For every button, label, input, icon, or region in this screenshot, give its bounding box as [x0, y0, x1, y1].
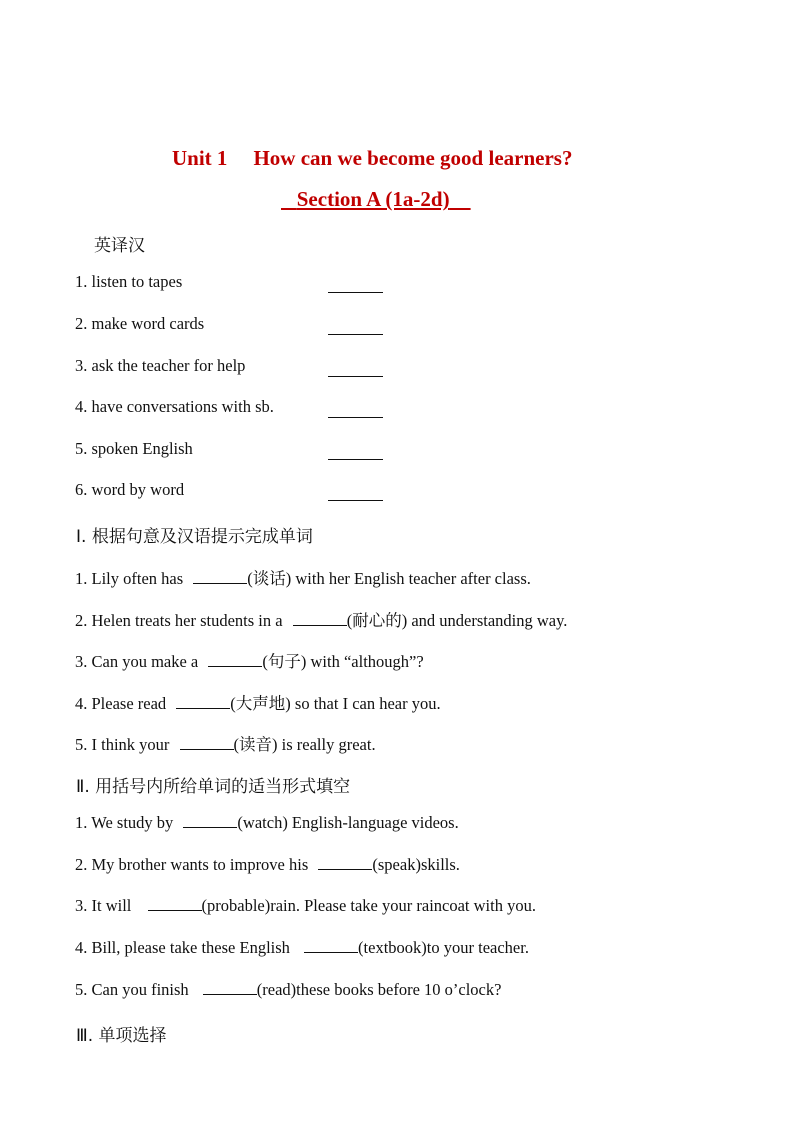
answer-blank[interactable]: [148, 896, 202, 911]
section-3-heading: Ⅲ. 单项选择: [76, 1026, 167, 1046]
answer-blank[interactable]: [304, 938, 358, 953]
answer-blank[interactable]: [328, 403, 383, 418]
unit-number: Unit 1: [172, 146, 228, 170]
answer-blank[interactable]: [193, 569, 247, 584]
answer-blank[interactable]: [318, 855, 372, 870]
exercise-item: 3. It will (probable)rain. Please take your raincoat with you.: [75, 896, 536, 915]
answer-blank[interactable]: [293, 611, 347, 626]
vocab-item: 5. spoken English: [75, 439, 193, 458]
answer-blank[interactable]: [328, 320, 383, 335]
vocab-item: 4. have conversations with sb.: [75, 397, 274, 416]
answer-blank[interactable]: [183, 813, 237, 828]
section-1-heading: Ⅰ. 根据句意及汉语提示完成单词: [76, 527, 313, 547]
vocab-item: 6. word by word: [75, 480, 185, 499]
exercise-item: 1. Lily often has (谈话) with her English teacher after class.: [75, 569, 531, 588]
exercise-item: 3. Can you make a (句子) with “although”?: [75, 652, 424, 671]
answer-blank[interactable]: [176, 694, 230, 709]
answer-blank[interactable]: [180, 735, 234, 750]
exercise-item: 1. We study by (watch) English-language videos.: [75, 813, 459, 832]
unit-question: How can we become good learners?: [253, 146, 573, 170]
answer-blank[interactable]: [328, 445, 383, 460]
answer-blank[interactable]: [203, 980, 257, 995]
vocab-heading: 英译汉: [94, 236, 145, 256]
answer-blank[interactable]: [328, 486, 383, 501]
subtitle-text: Section A (1a-2d): [296, 187, 450, 211]
section-2-heading: Ⅱ. 用括号内所给单词的适当形式填空: [76, 777, 351, 797]
vocab-item: 1. listen to tapes: [75, 272, 183, 291]
exercise-item: 4. Please read (大声地) so that I can hear you.: [75, 694, 441, 713]
exercise-item: 2. Helen treats her students in a (耐心的) and understanding way.: [75, 611, 568, 630]
section-subtitle: [281, 187, 471, 212]
answer-blank[interactable]: [208, 652, 262, 667]
exercise-item: 2. My brother wants to improve his (speak)skills.: [75, 855, 460, 874]
exercise-item: 5. I think your (读音) is really great.: [75, 735, 376, 754]
answer-blank[interactable]: [328, 362, 383, 377]
answer-blank[interactable]: [328, 278, 383, 293]
exercise-item: 5. Can you finish (read)these books before 10 o’clock?: [75, 980, 502, 999]
exercise-item: 4. Bill, please take these English (textbook)to your teacher.: [75, 938, 529, 957]
vocab-item: 2. make word cards: [75, 314, 205, 333]
unit-title: [172, 146, 572, 171]
vocab-item: 3. ask the teacher for help: [75, 356, 246, 375]
